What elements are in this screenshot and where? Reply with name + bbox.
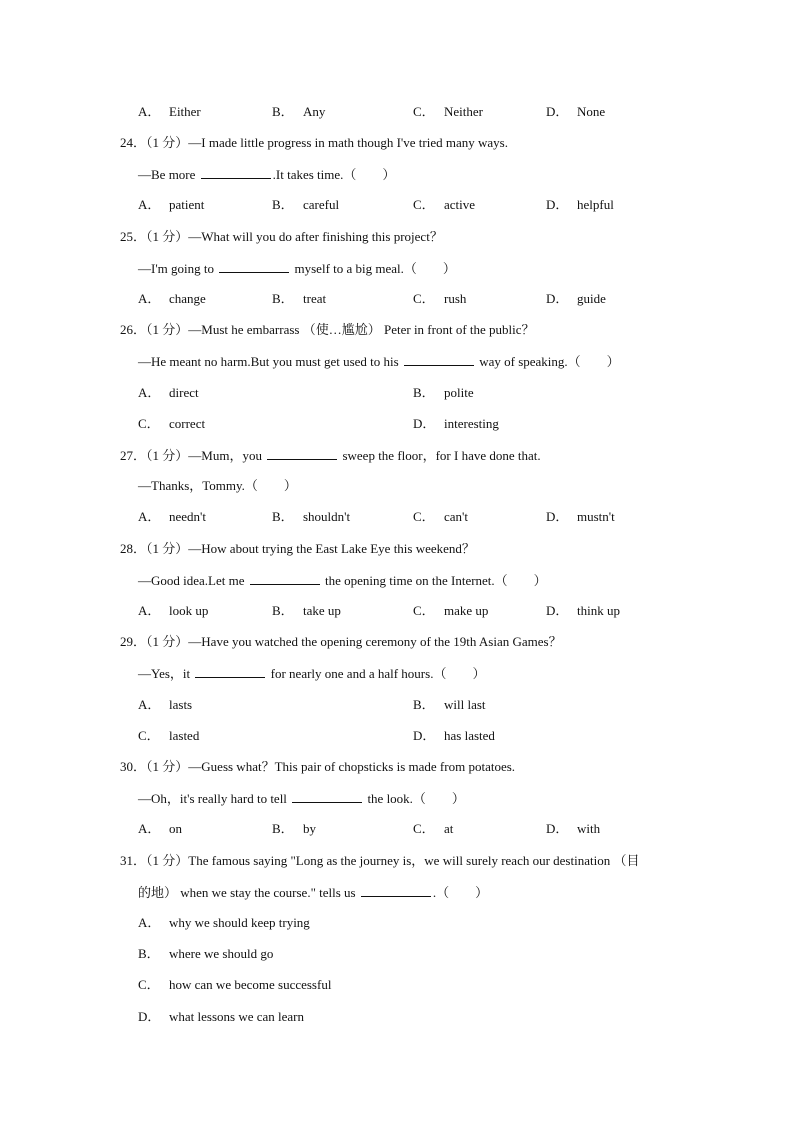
question-number: 25． xyxy=(120,229,147,244)
reply-text: —Yes，it xyxy=(138,666,194,681)
option-text: on xyxy=(169,821,182,836)
q26-reply xyxy=(138,353,620,370)
option-text: direct xyxy=(169,385,199,400)
question-text: —How about trying the East Lake Eye this weekend？ xyxy=(188,541,475,556)
question-text-end: .（ ） xyxy=(432,885,489,900)
q23-option-c[interactable] xyxy=(413,104,483,120)
question-score: （1 分） xyxy=(146,322,189,337)
q27-reply: —Thanks，Tommy.（ ） xyxy=(138,478,297,493)
reply-text: —Be more xyxy=(138,167,199,182)
option-letter: D． xyxy=(413,728,436,743)
reply-text-end: myself to a big meal.（ ） xyxy=(291,261,456,276)
reply-text-end: .It takes time.（ ） xyxy=(272,167,396,182)
q23-option-b[interactable] xyxy=(272,104,325,120)
q30-option-c[interactable] xyxy=(413,821,453,837)
question-number: 29． xyxy=(120,634,147,649)
option-letter: A． xyxy=(138,915,161,930)
option-letter: B． xyxy=(272,509,294,524)
option-text: can't xyxy=(444,509,468,524)
option-letter: B． xyxy=(272,291,294,306)
option-letter: D． xyxy=(546,197,569,212)
question-text: —I made little progress in math though I've tried many ways. xyxy=(188,135,508,150)
option-text: careful xyxy=(303,197,340,212)
option-letter: C． xyxy=(413,821,435,836)
option-text: lasted xyxy=(169,728,200,743)
q27-option-c[interactable] xyxy=(413,509,468,525)
option-letter: B． xyxy=(413,385,435,400)
question-score: （1 分） xyxy=(146,135,189,150)
option-text: correct xyxy=(169,416,206,431)
option-text: think up xyxy=(577,603,620,618)
option-text: has lasted xyxy=(444,728,495,743)
reply-text-end: for nearly one and a half hours.（ ） xyxy=(267,666,486,681)
question-text: —Guess what？This pair of chopsticks is made from potatoes. xyxy=(188,759,516,774)
option-text: guide xyxy=(577,291,606,306)
q30-prompt xyxy=(120,759,515,775)
option-text: interesting xyxy=(444,416,499,431)
q31-prompt-continued xyxy=(138,884,488,901)
answer-blank[interactable] xyxy=(195,665,265,678)
option-text: what lessons we can learn xyxy=(169,1009,305,1024)
option-text: take up xyxy=(303,603,341,618)
option-letter: D． xyxy=(546,291,569,306)
q25-option-d[interactable] xyxy=(546,291,606,307)
option-text: mustn't xyxy=(577,509,615,524)
answer-blank[interactable] xyxy=(201,166,271,179)
option-letter: B． xyxy=(413,697,435,712)
reply-text-end: the look.（ ） xyxy=(364,791,465,806)
q30-reply xyxy=(138,790,465,807)
option-letter: C． xyxy=(413,603,435,618)
option-letter: A． xyxy=(138,104,161,119)
option-letter: D． xyxy=(138,1009,161,1024)
question-text-end: sweep the floor，for I have done that. xyxy=(339,448,541,463)
q25-option-c[interactable] xyxy=(413,291,466,307)
q29-option-b[interactable] xyxy=(413,697,486,713)
option-text: rush xyxy=(444,291,467,306)
option-letter: B． xyxy=(272,197,294,212)
option-text: change xyxy=(169,291,206,306)
option-text: how can we become successful xyxy=(169,977,332,992)
q24-option-c[interactable] xyxy=(413,197,475,213)
option-letter: C． xyxy=(413,291,435,306)
option-letter: A． xyxy=(138,197,161,212)
question-text: The famous saying "Long as the journey is，we will surely reach our destination （目 xyxy=(188,853,640,868)
option-letter: C． xyxy=(138,977,160,992)
option-letter: A． xyxy=(138,697,161,712)
q23-option-a[interactable] xyxy=(138,104,201,120)
answer-blank[interactable] xyxy=(267,447,337,460)
q30-option-a[interactable] xyxy=(138,821,182,837)
option-letter: A． xyxy=(138,603,161,618)
answer-blank[interactable] xyxy=(404,353,474,366)
q28-option-d[interactable] xyxy=(546,603,620,619)
q29-option-c[interactable] xyxy=(138,728,199,744)
question-number: 31． xyxy=(120,853,147,868)
question-text: —Mum，you xyxy=(188,448,266,463)
reply-text: —I'm going to xyxy=(138,261,218,276)
q25-option-b[interactable] xyxy=(272,291,326,307)
q25-reply xyxy=(138,260,456,277)
question-score: （1 分） xyxy=(146,229,189,244)
q27-option-d[interactable] xyxy=(546,509,615,525)
question-score: （1 分） xyxy=(146,759,189,774)
option-letter: B． xyxy=(272,104,294,119)
option-text: will last xyxy=(444,697,486,712)
option-text: look up xyxy=(169,603,209,618)
option-letter: A． xyxy=(138,385,161,400)
q24-option-d[interactable] xyxy=(546,197,614,213)
q26-option-b[interactable] xyxy=(413,385,474,401)
q27-prompt xyxy=(120,447,541,464)
question-text: —Must he embarrass （使…尴尬） Peter in front of the public？ xyxy=(188,322,535,337)
question-number: 27． xyxy=(120,448,147,463)
q28-prompt xyxy=(120,541,475,557)
reply-text-end: way of speaking.（ ） xyxy=(475,354,620,369)
option-text: why we should keep trying xyxy=(169,915,310,930)
reply-text: —Good idea.Let me xyxy=(138,573,248,588)
reply-text: —He meant no harm.But you must get used to his xyxy=(138,354,402,369)
q26-option-d[interactable] xyxy=(413,416,499,432)
option-text: where we should go xyxy=(169,946,274,961)
option-text: helpful xyxy=(577,197,614,212)
option-text: treat xyxy=(303,291,327,306)
q29-prompt xyxy=(120,634,562,650)
option-text: with xyxy=(577,821,601,836)
option-letter: A． xyxy=(138,509,161,524)
option-letter: C． xyxy=(413,104,435,119)
question-score: （1 分） xyxy=(146,541,189,556)
option-letter: D． xyxy=(546,104,569,119)
option-text: Any xyxy=(303,104,326,119)
q30-option-d[interactable] xyxy=(546,821,600,837)
q24-option-b[interactable] xyxy=(272,197,339,213)
q28-option-c[interactable] xyxy=(413,603,488,619)
question-number: 26． xyxy=(120,322,147,337)
question-number: 28． xyxy=(120,541,147,556)
question-number: 30． xyxy=(120,759,147,774)
option-letter: C． xyxy=(138,416,160,431)
answer-blank[interactable] xyxy=(361,884,431,897)
q29-reply xyxy=(138,665,485,682)
option-letter: A． xyxy=(138,821,161,836)
answer-blank[interactable] xyxy=(219,260,289,273)
q23-option-d[interactable] xyxy=(546,104,605,120)
q29-option-d[interactable] xyxy=(413,728,495,744)
reply-text-end: the opening time on the Internet.（ ） xyxy=(321,573,547,588)
option-letter: A． xyxy=(138,291,161,306)
option-text: active xyxy=(444,197,476,212)
option-letter: D． xyxy=(413,416,436,431)
q26-option-a[interactable] xyxy=(138,385,199,401)
option-text: None xyxy=(577,104,606,119)
option-letter: D． xyxy=(546,509,569,524)
q30-option-b[interactable] xyxy=(272,821,316,837)
option-letter: D． xyxy=(546,821,569,836)
q26-option-c[interactable] xyxy=(138,416,205,432)
reply-text: —Oh，it's really hard to tell xyxy=(138,791,291,806)
option-text: patient xyxy=(169,197,205,212)
q27-option-b[interactable] xyxy=(272,509,350,525)
option-letter: C． xyxy=(413,197,435,212)
question-text: —Have you watched the opening ceremony of the 19th Asian Games？ xyxy=(188,634,562,649)
q24-prompt xyxy=(120,135,508,151)
q28-option-b[interactable] xyxy=(272,603,341,619)
question-text: —What will you do after finishing this project？ xyxy=(188,229,443,244)
q29-option-a[interactable] xyxy=(138,697,192,713)
option-text: polite xyxy=(444,385,474,400)
option-text: make up xyxy=(444,603,489,618)
option-letter: B． xyxy=(272,821,294,836)
answer-blank[interactable] xyxy=(292,790,362,803)
question-score: （1 分） xyxy=(146,853,189,868)
question-score: （1 分） xyxy=(146,634,189,649)
question-number: 24． xyxy=(120,135,147,150)
option-text: at xyxy=(444,821,454,836)
option-text: Neither xyxy=(444,104,483,119)
option-text: lasts xyxy=(169,697,193,712)
q31-option-d[interactable] xyxy=(138,1009,304,1025)
q25-option-a[interactable] xyxy=(138,291,206,307)
option-letter: C． xyxy=(138,728,160,743)
q31-prompt xyxy=(120,853,639,869)
option-letter: B． xyxy=(272,603,294,618)
q25-prompt xyxy=(120,229,443,245)
q26-prompt xyxy=(120,322,535,338)
option-letter: B． xyxy=(138,946,160,961)
answer-blank[interactable] xyxy=(250,572,320,585)
option-text: Either xyxy=(169,104,201,119)
option-letter: D． xyxy=(546,603,569,618)
option-text: shouldn't xyxy=(303,509,351,524)
q27-option-a[interactable] xyxy=(138,509,206,525)
question-score: （1 分） xyxy=(146,448,189,463)
option-text: needn't xyxy=(169,509,206,524)
option-text: by xyxy=(303,821,316,836)
q28-option-a[interactable] xyxy=(138,603,208,619)
q31-option-a[interactable] xyxy=(138,915,310,931)
option-letter: C． xyxy=(413,509,435,524)
q31-option-c[interactable] xyxy=(138,977,331,993)
q31-option-b[interactable] xyxy=(138,946,273,962)
q24-option-a[interactable] xyxy=(138,197,204,213)
q28-reply xyxy=(138,572,547,589)
q24-reply xyxy=(138,166,395,183)
question-text: 的地） when we stay the course." tells us xyxy=(138,885,359,900)
